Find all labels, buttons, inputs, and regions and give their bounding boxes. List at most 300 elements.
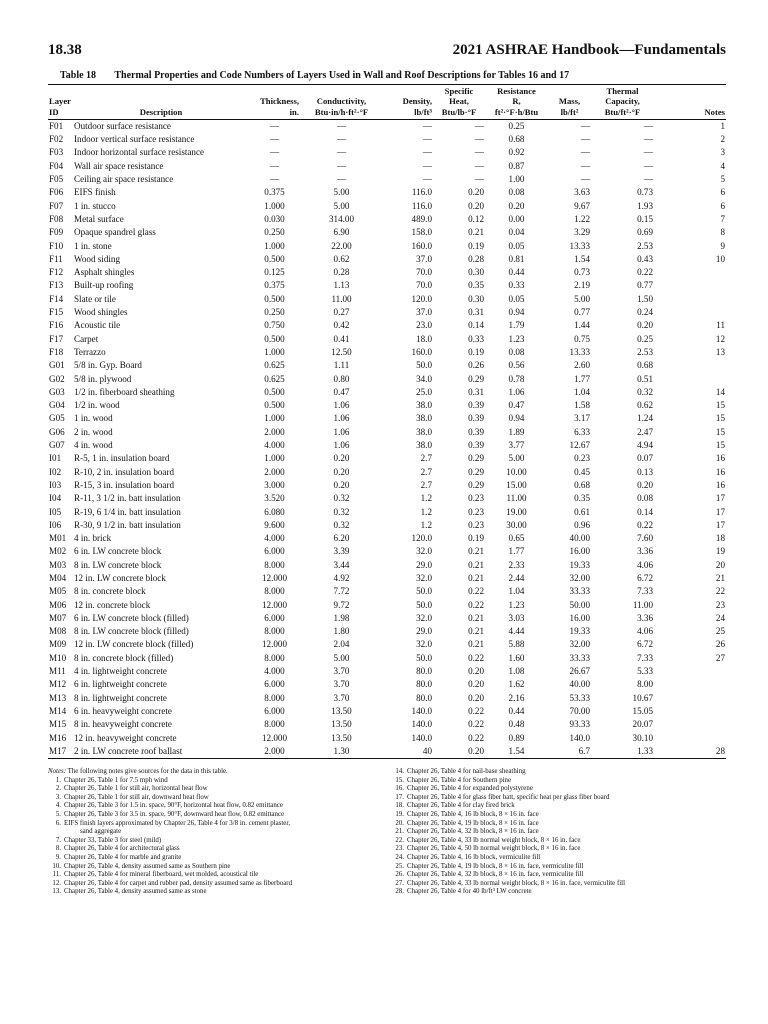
note-text: Chapter 26, Table 4, 16 lb block, vermiculite fill [407,853,541,861]
resistance-cell: 1.89 [508,426,525,437]
notes-right-column [391,768,726,897]
thickness-cell: 0.250 [264,227,285,238]
density-cell: 32.0 [416,546,432,557]
notes-ref-cell: 6 [720,200,725,211]
thermal-capacity-cell: 0.32 [637,386,653,397]
thickness-cell: 0.625 [264,360,285,371]
thermal-capacity-cell: 0.69 [637,227,653,238]
column-header-line: Btu/lb·°F [441,106,477,117]
conductivity-cell: 0.20 [333,479,350,490]
thermal-capacity-cell: — [643,160,653,171]
resistance-cell: 0.25 [508,120,525,131]
note-number: 6. [55,819,61,827]
notes-ref-cell [654,692,726,705]
thickness-cell: 0.500 [264,386,285,397]
note-text: Chapter 26, Table 1 for still air, downward heat flow [64,793,209,801]
layer-id-cell: F18 [49,346,64,357]
note-item [391,871,726,880]
resistance-cell: 11.00 [506,493,527,504]
thickness-cell: 0.500 [264,253,285,264]
resistance-cell: 0.44 [508,267,525,278]
density-cell: 50.0 [416,360,432,371]
note-text: Chapter 26, Table 4 for nail-base sheathing [407,768,526,775]
column-header [73,86,249,119]
layer-id-cell: M09 [49,639,67,650]
mass-cell: — [580,134,590,145]
note-item [48,880,383,889]
notes-ref-cell [654,705,726,718]
note-item [391,794,726,803]
column-header [433,86,485,119]
mass-cell: 32.00 [569,639,590,650]
notes-ref-cell: 26 [715,639,725,650]
description-cell: 1 in. stucco [74,200,116,211]
layer-id-cell: M15 [49,719,67,730]
note-item [391,785,726,794]
mass-cell: — [580,160,590,171]
conductivity-cell: 0.47 [333,386,350,397]
density-cell: 18.0 [416,333,432,344]
layer-id-cell: F13 [49,280,64,291]
thickness-cell: 2.000 [264,745,285,756]
notes-ref-cell: 19 [715,546,725,557]
table-row [48,426,726,439]
notes-ref-cell: 17 [715,519,725,530]
note-text: Chapter 26, Table 4 for carpet and rubber pad, density assumed same as fiberboard [64,879,293,887]
thickness-cell: 12.000 [261,599,287,610]
density-cell: 34.0 [416,373,432,384]
conductivity-cell: 7.72 [333,586,350,597]
description-cell: Carpet [74,333,99,344]
density-cell: 160.0 [411,346,432,357]
thermal-capacity-cell: 0.15 [637,213,653,224]
note-number: 27. [395,879,404,887]
description-cell: 12 in. LW concrete block (filled) [74,639,194,650]
specific-heat-cell: 0.20 [468,666,484,677]
layer-id-cell: M10 [49,652,67,663]
conductivity-cell: 3.44 [333,559,350,570]
conductivity-cell: — [336,147,347,158]
layer-id-cell: G07 [49,440,65,451]
resistance-cell: 0.05 [508,293,525,304]
resistance-cell: 0.04 [508,227,525,238]
resistance-cell: 4.44 [508,626,525,637]
description-cell: R-5, 1 in. insulation board [74,453,170,464]
resistance-cell: 1.77 [508,546,525,557]
specific-heat-cell: 0.39 [468,440,484,451]
description-cell: Wall air space resistance [74,160,164,171]
conductivity-cell: 4.92 [333,572,350,583]
column-header-line: ft²·°F·h/Btu [494,106,539,117]
thermal-capacity-cell: 7.33 [637,652,653,663]
description-cell: R-11, 3 1/2 in. batt insulation [74,493,181,504]
note-item [391,828,726,837]
notes-ref-cell [654,732,726,745]
specific-heat-cell: 0.29 [468,373,484,384]
thermal-capacity-cell: 0.22 [637,267,653,278]
density-cell: 140.0 [411,732,432,743]
column-header-line: ID [49,106,59,117]
density-cell: 80.0 [416,692,432,703]
note-text: Chapter 26, Table 3 for 1.5 in. space, 90°F, horizontal heat flow, 0.82 emittance [64,802,283,810]
specific-heat-cell: 0.23 [468,506,484,517]
mass-cell: 1.54 [574,253,590,264]
specific-heat-cell: 0.20 [468,679,484,690]
conductivity-cell: 1.06 [333,413,350,424]
note-item [391,820,726,829]
density-cell: — [422,147,432,158]
note-item [48,854,383,863]
note-item [48,828,383,837]
table-row [48,532,726,545]
column-header-line: Btu·in/h·ft²·°F [314,106,369,117]
mass-cell: 53.33 [569,692,590,703]
mass-cell: 26.67 [569,666,590,677]
mass-cell: 3.29 [574,227,590,238]
resistance-cell: 1.06 [508,386,525,397]
book-title: 2021 ASHRAE Handbook—Fundamentals [452,42,726,58]
note-number: 14. [395,768,404,775]
thermal-capacity-cell: — [643,134,653,145]
mass-cell: 0.68 [574,479,590,490]
table-row [48,545,726,558]
mass-cell: — [580,120,590,131]
table-row [48,612,726,625]
conductivity-cell: 1.30 [333,745,350,756]
layer-id-cell: M01 [49,533,67,544]
description-cell: Indoor horizontal surface resistance [74,147,205,158]
table-row [48,399,726,412]
layer-id-cell: F14 [49,293,64,304]
resistance-cell: 0.44 [508,705,525,716]
notes-ref-cell: 11 [716,320,725,331]
density-cell: 38.0 [416,413,432,424]
layer-id-cell: M03 [49,559,67,570]
note-number: 26. [395,871,404,879]
column-header-line: Layer [49,96,71,107]
notes-ref-cell: 18 [715,533,725,544]
notes-ref-cell: 17 [715,493,725,504]
density-cell: 116.0 [411,187,432,198]
notes-ref-cell: 12 [715,333,725,344]
density-cell: 32.0 [416,612,432,623]
notes-ref-cell [654,665,726,678]
thickness-cell: — [269,160,280,171]
notes-ref-cell: 15 [715,426,725,437]
thermal-capacity-cell: 2.47 [637,426,653,437]
conductivity-cell: 2.04 [333,639,350,650]
mass-cell: 5.00 [574,293,590,304]
density-cell: 70.0 [416,280,432,291]
layer-id-cell: M05 [49,586,67,597]
mass-cell: 0.23 [574,453,590,464]
thickness-cell: 9.600 [264,519,285,530]
thermal-capacity-cell: 8.00 [637,679,653,690]
conductivity-cell: 5.00 [333,652,350,663]
description-cell: R-19, 6 1/4 in. batt insulation [74,506,181,517]
column-header-line: Capacity, [605,96,640,107]
note-item [391,777,726,786]
thermal-capacity-cell: 30.10 [632,732,653,743]
notes-ref-cell: 6 [720,187,725,198]
note-item [391,863,726,872]
description-cell: EIFS finish [74,187,116,198]
table-row [48,665,726,678]
note-text: Chapter 26, Table 4, 32 lb block, 8 × 16 in. face, vermiculite fill [407,871,584,879]
notes-ref-cell: 8 [720,227,725,238]
layer-id-cell: G01 [49,360,65,371]
mass-cell: 16.00 [569,612,590,623]
note-item [391,811,726,820]
conductivity-cell: — [336,174,347,185]
specific-heat-cell: 0.30 [468,267,484,278]
table-row [48,718,726,731]
description-cell: 12 in. heavyweight concrete [74,732,177,743]
resistance-cell: 0.92 [508,147,525,158]
layer-id-cell: I04 [49,493,62,504]
note-item [48,777,383,786]
description-cell: Built-up roofing [74,280,134,291]
note-number: 24. [395,853,404,861]
notes-ref-cell: 15 [715,440,725,451]
note-text: Chapter 26, Table 4, 50 lb normal weight block, 8 × 16 in. face [407,845,581,853]
density-cell: 38.0 [416,400,432,411]
table-body [48,119,726,758]
specific-heat-cell: — [474,160,484,171]
thickness-cell: 6.000 [264,612,285,623]
description-cell: Indoor vertical surface resistance [74,134,195,145]
resistance-cell: 0.20 [508,200,525,211]
thermal-capacity-cell: 0.51 [637,373,653,384]
notes-ref-cell [654,678,726,691]
thickness-cell: 8.000 [264,652,285,663]
table-row [48,279,726,292]
density-cell: 50.0 [416,652,432,663]
specific-heat-cell: 0.19 [468,346,484,357]
resistance-cell: 0.00 [508,213,525,224]
conductivity-cell: 5.00 [333,187,350,198]
column-header-line: Thickness, [260,96,299,107]
density-cell: 2.7 [420,466,432,477]
thickness-cell: 6.000 [264,546,285,557]
column-header-line: Description [139,106,183,117]
description-cell: R-15, 3 in. insulation board [74,479,175,490]
table-row [48,226,726,239]
resistance-cell: 3.03 [508,612,525,623]
note-number: 22. [395,836,404,844]
mass-cell: 0.96 [574,519,590,530]
note-text: Chapter 26, Table 4 for expanded polystyrene [407,785,533,793]
layer-id-cell: M13 [49,692,67,703]
density-cell: 37.0 [416,253,432,264]
mass-cell: 3.17 [574,413,590,424]
thickness-cell: 0.030 [264,213,285,224]
note-text: Chapter 26, Table 4 for 40 lb/ft³ LW concrete [407,888,532,896]
column-header [383,86,433,119]
column-header-line: Resistance [497,86,536,96]
density-cell: 80.0 [416,666,432,677]
mass-cell: 19.33 [569,559,590,570]
table-caption [60,70,726,81]
mass-cell: 33.33 [569,652,590,663]
column-header-line [74,86,248,96]
thickness-cell: 4.000 [264,533,285,544]
thickness-cell: 1.000 [264,346,285,357]
conductivity-cell: 0.32 [333,493,350,504]
conductivity-cell: 0.80 [333,373,350,384]
column-header-line: Mass, [558,96,581,107]
note-number: 13. [52,888,61,896]
notes-ref-cell: 27 [715,652,725,663]
notes-ref-cell: 13 [715,346,725,357]
resistance-cell: 0.94 [508,307,525,318]
density-cell: 80.0 [416,679,432,690]
density-cell: 120.0 [411,533,432,544]
note-text: Chapter 26, Table 4, 33 lb normal weight block, 8 × 16 in. face [407,836,581,844]
resistance-cell: 1.08 [508,666,525,677]
thermal-capacity-cell: — [643,174,653,185]
table-row [48,146,726,159]
layer-id-cell: F01 [49,120,64,131]
specific-heat-cell: 0.29 [468,466,484,477]
description-cell: Outdoor surface resistance [74,120,171,131]
specific-heat-cell: 0.22 [468,586,484,597]
column-header-line: lb/ft³ [414,106,432,117]
thermal-capacity-cell: 3.36 [637,612,653,623]
note-text: Chapter 26, Table 4, 16 lb block, 8 × 16 in. face [407,810,539,818]
note-text: Chapter 26, Table 4 for mineral fiberboard, wet molded, acoustical tile [64,871,259,879]
notes-ref-cell: 9 [720,240,725,251]
column-header [48,86,73,119]
note-number: 3. [55,793,61,801]
table-row [48,306,726,319]
resistance-cell: 30.00 [506,519,527,530]
note-number: 28. [395,888,404,896]
column-header [485,86,548,119]
table-label: Table 18 [60,70,97,81]
thickness-cell: 6.080 [264,506,285,517]
resistance-cell: 15.00 [506,479,527,490]
mass-cell: 1.77 [574,373,590,384]
layer-id-cell: M04 [49,572,67,583]
column-header-line: Specific [444,86,474,96]
specific-heat-cell: 0.23 [468,519,484,530]
column-header-line: Density, [402,96,432,107]
specific-heat-cell: 0.23 [468,493,484,504]
note-number: 5. [55,810,61,818]
specific-heat-cell: 0.31 [468,386,484,397]
notes-ref-cell: 1 [720,120,725,131]
layer-id-cell: M11 [49,666,66,677]
resistance-cell: 2.16 [508,692,525,703]
thermal-capacity-cell: 0.07 [637,453,653,464]
thickness-cell: 3.000 [264,479,285,490]
thickness-cell: 6.000 [264,679,285,690]
table-row [48,638,726,651]
resistance-cell: 0.87 [508,160,525,171]
column-header [591,86,654,119]
description-cell: 2 in. wood [74,426,113,437]
mass-cell: 3.63 [574,187,590,198]
density-cell: 38.0 [416,426,432,437]
thickness-cell: 0.375 [264,187,285,198]
description-cell: Terrazzo [74,346,106,357]
mass-cell: 0.77 [574,307,590,318]
layer-id-cell: F17 [49,333,64,344]
resistance-cell: 1.00 [508,174,525,185]
mass-cell: 16.00 [569,546,590,557]
note-text: EIFS finish layers approximated by Chapter 26, Table 4 for 3/8 in. cement plaster, [64,819,291,827]
description-cell: 8 in. lightweight concrete [74,692,167,703]
note-text: Chapter 26, Table 4, 19 lb block, 8 × 16 in. face [407,819,539,827]
notes-ref-cell: 10 [715,253,725,264]
thermal-capacity-cell: 0.14 [637,506,653,517]
layer-id-cell: F15 [49,307,64,318]
mass-cell: 33.33 [569,586,590,597]
layer-id-cell: F05 [49,174,64,185]
table-row [48,119,726,133]
thermal-capacity-cell: 4.06 [637,626,653,637]
note-number: 19. [395,810,404,818]
table-row [48,373,726,386]
description-cell: Ceiling air space resistance [74,174,174,185]
notes-ref-cell: 22 [715,586,725,597]
thickness-cell: 1.000 [264,453,285,464]
thickness-cell: 6.000 [264,705,285,716]
thermal-capacity-cell: 7.60 [637,533,653,544]
specific-heat-cell: 0.21 [468,639,484,650]
column-header-line: Btu/ft²·°F [604,106,641,117]
conductivity-cell: 12.50 [331,346,352,357]
column-header [300,86,383,119]
column-header [249,86,300,119]
column-header [654,86,726,119]
resistance-cell: 19.00 [506,506,527,517]
notes-ref-cell: 21 [715,572,725,583]
mass-cell: 140.0 [569,732,590,743]
note-item [391,837,726,846]
note-item [48,802,383,811]
layer-id-cell: F03 [49,147,64,158]
notes-ref-cell: 17 [715,506,725,517]
table-row [48,652,726,665]
thermal-capacity-cell: 0.62 [637,400,653,411]
thermal-capacity-cell: 0.68 [637,360,653,371]
mass-cell: 6.33 [574,426,590,437]
column-header-line: Heat, [449,96,469,107]
note-item [391,854,726,863]
layer-id-cell: F10 [49,240,64,251]
density-cell: 23.0 [416,320,432,331]
description-cell: 1/2 in. wood [74,400,120,411]
notes-ref-cell: 24 [715,612,725,623]
thermal-capacity-cell: 1.50 [637,293,653,304]
notes-left-column [48,768,383,897]
density-cell: — [422,134,432,145]
thermal-capacity-cell: 0.13 [637,466,653,477]
resistance-cell: 0.89 [508,732,525,743]
note-number: 17. [395,793,404,801]
note-text: Chapter 26, Table 1 for 7.5 mph wind [64,776,168,784]
specific-heat-cell: 0.21 [468,612,484,623]
layer-id-cell: G04 [49,400,65,411]
conductivity-cell: 0.41 [333,333,350,344]
description-cell: 4 in. brick [74,533,112,544]
layer-id-cell: M06 [49,599,67,610]
description-cell: Wood siding [74,253,121,264]
note-item [48,820,383,829]
notes-ref-cell: 15 [715,413,725,424]
